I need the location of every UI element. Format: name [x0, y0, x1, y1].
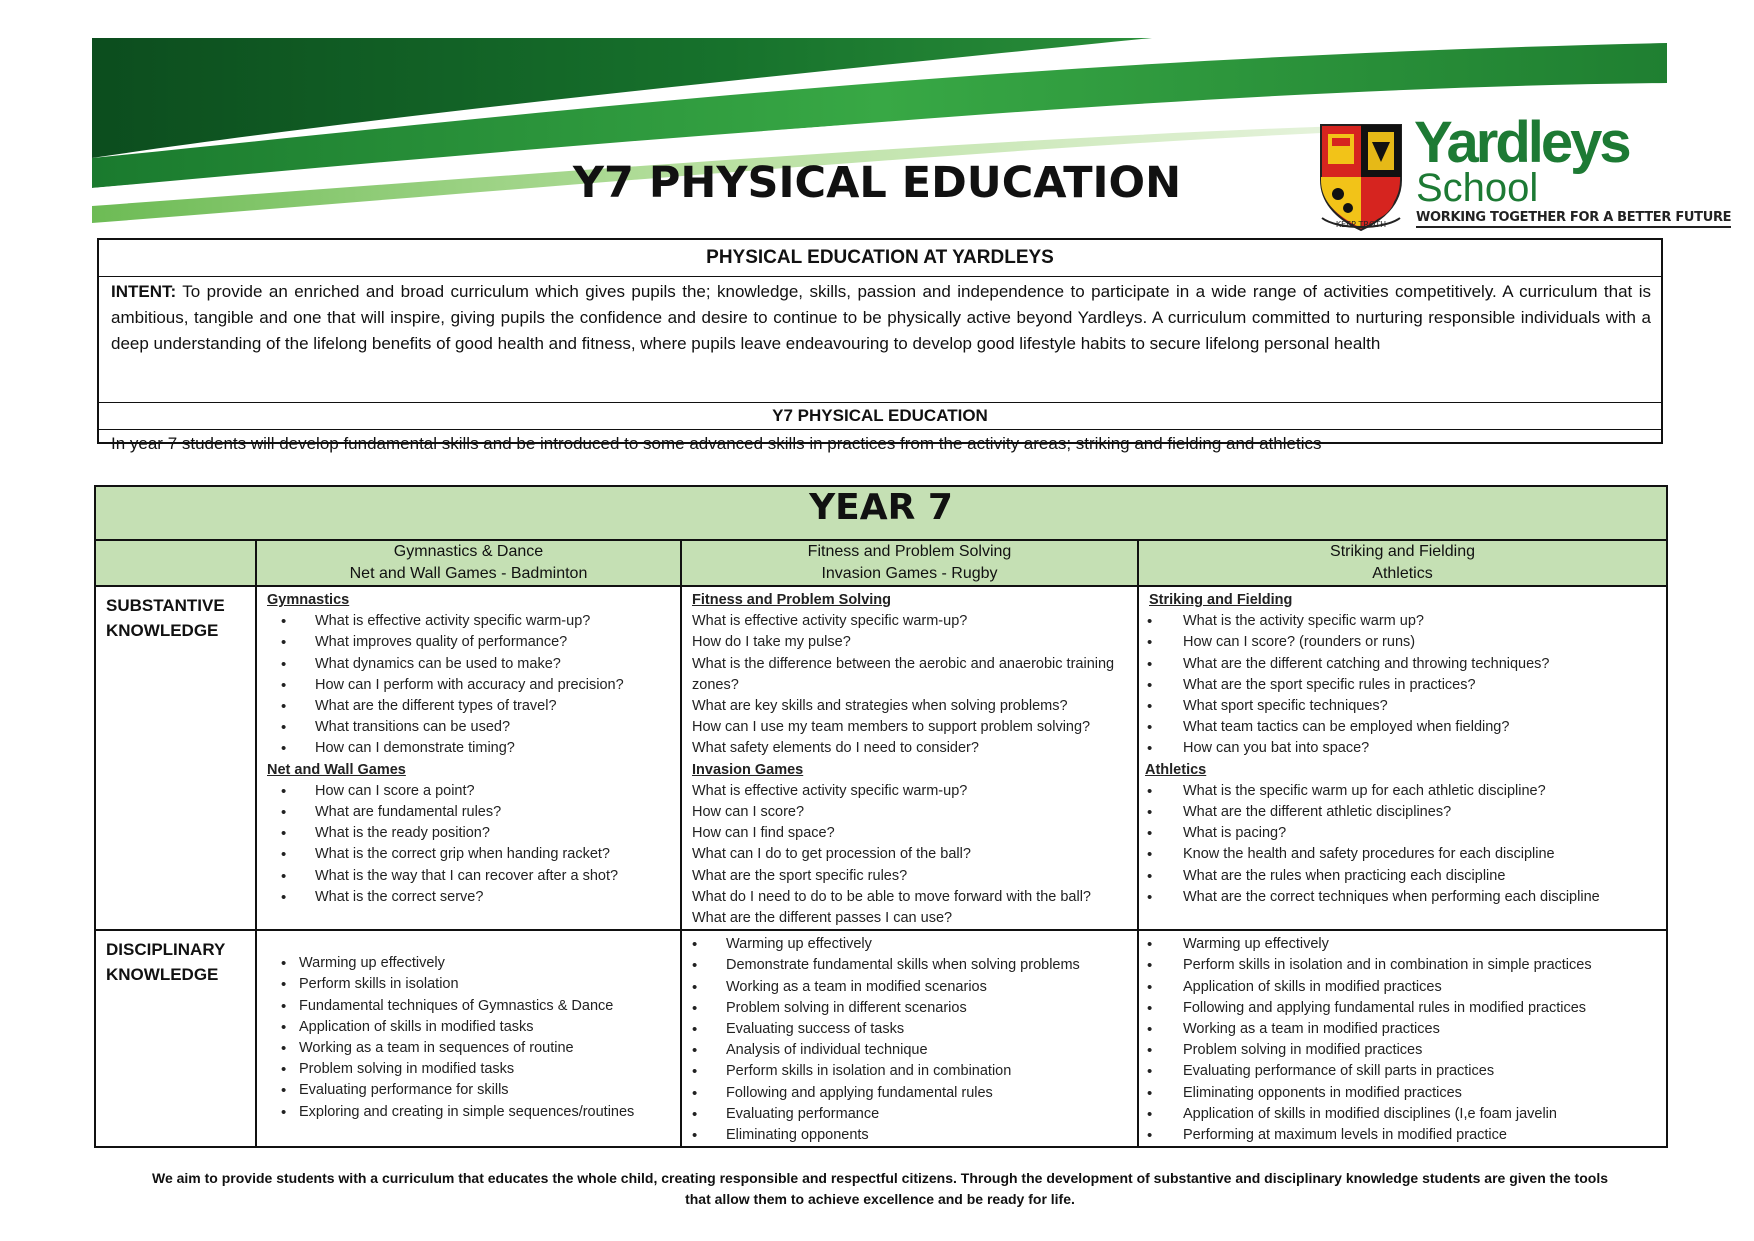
list-item: • Evaluating performance for skills: [267, 1080, 680, 1101]
list-item: • Exploring and creating in simple sequences/routines: [267, 1102, 680, 1123]
list-item: • Evaluating success of tasks: [692, 1019, 1137, 1040]
list-item: • How can I demonstrate timing?: [267, 738, 680, 759]
footer-line-2: that allow them to achieve excellence and be ready for life.: [685, 1191, 1075, 1207]
list-item: • Working as a team in modified scenarios: [692, 977, 1137, 998]
list-item: How can I use my team members to support problem solving?: [692, 719, 1091, 736]
list-item: • Analysis of individual technique: [692, 1040, 1137, 1061]
list-item: • What are the different athletic disciplines?: [1145, 802, 1666, 823]
list-item: • Fundamental techniques of Gymnastics & Dance: [267, 996, 680, 1017]
list-item: • What are fundamental rules?: [267, 802, 680, 823]
list-item: • Evaluating performance: [692, 1104, 1137, 1125]
list-item: • Application of skills in modified disciplines (I,e foam javelin: [1145, 1104, 1666, 1125]
column-header-2-line1: Fitness and Problem Solving: [807, 543, 1012, 560]
list-item: What is the difference between the aerobic and anaerobic training zones?: [692, 655, 1115, 693]
list-item: • Following and applying fundamental rules in modified practices: [1145, 998, 1666, 1019]
plain-list: [692, 611, 1137, 759]
bullet-list: [1145, 934, 1666, 1146]
intent-body: [99, 277, 1661, 403]
year7-table: [94, 485, 1668, 1148]
row-label-disciplinary-1: DISCIPLINARY: [106, 940, 226, 960]
list-item: • What is pacing?: [1145, 823, 1666, 844]
list-item: What can I do to get procession of the ball?: [692, 846, 971, 863]
list-item: • What are the correct techniques when performing each discipline: [1145, 887, 1666, 908]
column-header-1-line2: Net and Wall Games - Badminton: [349, 565, 588, 582]
section-heading: Net and Wall Games: [267, 761, 406, 778]
list-item: • Eliminating opponents: [692, 1125, 1137, 1146]
list-item: What do I need to do to be able to move forward with the ball?: [692, 888, 1091, 905]
list-item: • How can I perform with accuracy and precision?: [267, 675, 680, 696]
list-item: • How can you bat into space?: [1145, 738, 1666, 759]
list-item: • What are the sport specific rules in practices?: [1145, 675, 1666, 696]
list-item: • What is the activity specific warm up?: [1145, 611, 1666, 632]
list-item: • Demonstrate fundamental skills when solving problems: [692, 955, 1137, 976]
footer-line-1: We aim to provide students with a curriculum that educates the whole child, creating responsible and respectful citizens. Through the development of substantive and disciplinary knowledge students are given the tools: [151, 1170, 1608, 1186]
list-item: • What improves quality of performance?: [267, 632, 680, 653]
bullet-list: [1145, 781, 1666, 908]
list-item: What is effective activity specific warm-up?: [692, 782, 968, 799]
bullet-list: [1145, 611, 1666, 759]
row-label-disciplinary: [95, 930, 256, 1147]
bullet-list: [267, 781, 680, 908]
list-item: • Problem solving in different scenarios: [692, 998, 1137, 1019]
row-label-substantive-1: SUBSTANTIVE: [106, 596, 225, 615]
column-header-2: [681, 540, 1138, 586]
column-header-1: [256, 540, 681, 586]
logo-tagline: WORKING TOGETHER FOR A BETTER FUTURE: [1416, 210, 1731, 228]
bullet-list: [692, 934, 1137, 1146]
list-item: • What dynamics can be used to make?: [267, 654, 680, 675]
list-item: • What is the correct serve?: [267, 887, 680, 908]
list-item: • What are the rules when practicing each discipline: [1145, 866, 1666, 887]
list-item: • What is the specific warm up for each athletic discipline?: [1145, 781, 1666, 802]
list-item: • Warming up effectively: [1145, 934, 1666, 955]
y7-summary: In year 7 students will develop fundamental skills and be introduced to some advanced skills in practices from the activity areas; striking and fielding and athletics: [111, 434, 1322, 453]
substantive-cell-1: [256, 586, 681, 930]
list-item: • Problem solving in modified practices: [1145, 1040, 1666, 1061]
section-heading: Striking and Fielding: [1149, 592, 1293, 608]
column-header-2-line2: Invasion Games - Rugby: [821, 565, 998, 582]
list-item: • Application of skills in modified practices: [1145, 977, 1666, 998]
list-item: What are key skills and strategies when solving problems?: [692, 698, 1068, 715]
logo-school: School: [1416, 166, 1539, 210]
list-item: What safety elements do I need to consider?: [692, 740, 979, 757]
section-heading: Fitness and Problem Solving: [692, 592, 892, 608]
list-item: • Eliminating opponents in modified practices: [1145, 1083, 1666, 1104]
list-item: • Working as a team in modified practices: [1145, 1019, 1666, 1040]
list-item: • Perform skills in isolation and in combination: [692, 1061, 1137, 1082]
list-item: • What are the different catching and throwing techniques?: [1145, 654, 1666, 675]
intent-heading: PHYSICAL EDUCATION AT YARDLEYS: [99, 240, 1661, 277]
section-heading: Gymnastics: [267, 592, 350, 608]
list-item: • What transitions can be used?: [267, 717, 680, 738]
row-label-substantive: [95, 586, 256, 930]
list-item: • Perform skills in isolation and in combination in simple practices: [1145, 955, 1666, 976]
list-item: • What is the ready position?: [267, 823, 680, 844]
substantive-cell-3: [1138, 586, 1667, 930]
disciplinary-cell-1: [256, 930, 681, 1147]
list-item: How do I take my pulse?: [692, 634, 851, 651]
list-item: • Warming up effectively: [692, 934, 1137, 955]
column-header-1-line1: Gymnastics & Dance: [393, 543, 544, 560]
disciplinary-cell-3: [1138, 930, 1667, 1147]
list-item: What are the different passes I can use?: [692, 910, 953, 927]
column-header-3-line1: Striking and Fielding: [1330, 543, 1475, 560]
list-item: • Evaluating performance of skill parts in practices: [1145, 1061, 1666, 1082]
list-item: • What is the correct grip when handing racket?: [267, 844, 680, 865]
list-item: • Warming up effectively: [267, 953, 680, 974]
list-item: What is effective activity specific warm-up?: [692, 613, 968, 630]
intent-box: [97, 238, 1663, 453]
list-item: • Know the health and safety procedures for each discipline: [1145, 844, 1666, 865]
list-item: • Performing at maximum levels in modified practice: [1145, 1125, 1666, 1146]
list-item: • Following and applying fundamental rules: [692, 1083, 1137, 1104]
list-item: • What team tactics can be employed when fielding?: [1145, 717, 1666, 738]
disciplinary-cell-2: [681, 930, 1138, 1147]
column-header-3: [1138, 540, 1667, 586]
plain-list: [692, 781, 1137, 929]
header-blank: [95, 540, 256, 586]
list-item: • What sport specific techniques?: [1145, 696, 1666, 717]
list-item: What are the sport specific rules?: [692, 867, 908, 884]
logo-name: Yardleys: [1414, 110, 1629, 175]
school-crest-icon: [1318, 122, 1404, 232]
column-header-3-line2: Athletics: [1372, 565, 1433, 582]
section-heading: Invasion Games: [692, 761, 804, 778]
y7-subheading: Y7 PHYSICAL EDUCATION: [99, 403, 1661, 430]
section-heading: Athletics: [1145, 761, 1207, 778]
list-item: • Perform skills in isolation: [267, 974, 680, 995]
list-item: • How can I score? (rounders or runs): [1145, 632, 1666, 653]
crest-motto: KEEP TROTH: [1335, 220, 1387, 229]
intent-label: INTENT:: [111, 282, 177, 301]
list-item: • How can I score a point?: [267, 781, 680, 802]
bullet-list: [267, 611, 680, 759]
table-title: YEAR 7: [95, 486, 1667, 540]
bullet-list: [267, 953, 680, 1123]
intent-text: To provide an enriched and broad curriculum which gives pupils the; knowledge, skills, passion and independence to participate in a wide range of activities competitively. A curriculum that is ambitious, tangible and one that will inspire, giving pupils the confidence and desire to continue to be physically active beyond Yardleys. A curriculum committed to nurturing responsible individuals with a deep understanding of the lifelong benefits of good health and fitness, where pupils leave endeavouring to develop good lifestyle habits to secure lifelong personal health: [111, 282, 1651, 353]
list-item: How can I score?: [692, 804, 805, 821]
page-title: Y7 PHYSICAL EDUCATION: [572, 158, 1182, 208]
list-item: • What is effective activity specific warm-up?: [267, 611, 680, 632]
list-item: • Working as a team in sequences of routine: [267, 1038, 680, 1059]
school-logo: [1318, 110, 1732, 240]
footer-statement: [110, 1168, 1650, 1210]
list-item: How can I find space?: [692, 825, 835, 842]
substantive-cell-2: [681, 586, 1138, 930]
list-item: • What are the different types of travel?: [267, 696, 680, 717]
list-item: • What is the way that I can recover after a shot?: [267, 866, 680, 887]
row-label-disciplinary-2: KNOWLEDGE: [106, 965, 219, 985]
row-label-substantive-2: KNOWLEDGE: [106, 621, 219, 640]
list-item: • Problem solving in modified tasks: [267, 1059, 680, 1080]
list-item: • Application of skills in modified tasks: [267, 1017, 680, 1038]
